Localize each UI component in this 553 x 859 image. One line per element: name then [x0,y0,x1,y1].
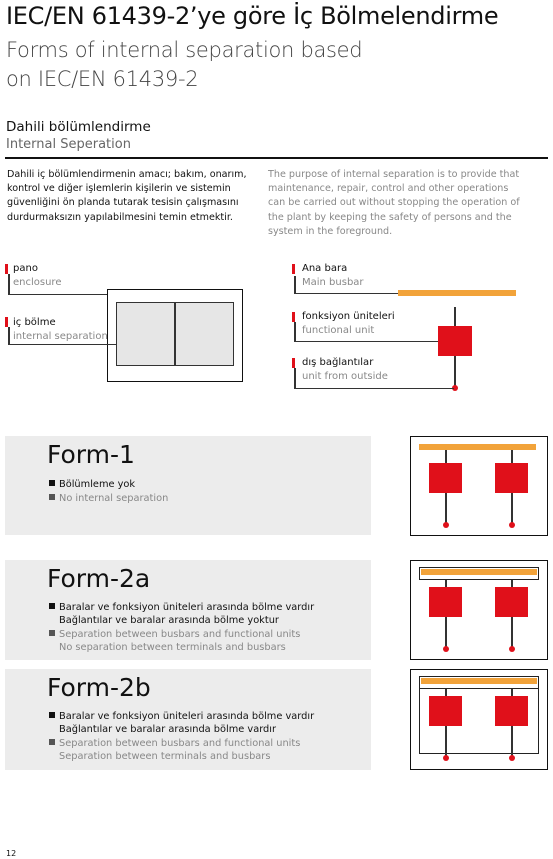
form-2a-bullet-tr-2: Bağlantılar ve baralar arasında bölme yoktur [59,615,279,626]
subtitle-line-2: on IEC/EN 61439-2 [6,67,199,91]
legend-leader-busbar-v [294,276,296,293]
legend-functional-en: functional unit [302,325,375,336]
paragraph-tr: Dahili iç bölümlendirmenin amacı; bakım, onarım, kontrol ve diğer işlemlerin kişilerin ve sistemin güvenliğini ön planda tutarak tesisin çalışmasını durdurmaksızın yapılabilmesini temin etmektir. [7,169,247,223]
page-subtitle [6,36,362,94]
form-2b-bullet-tr-2: Bağlantılar ve baralar arasında bölme vardır [59,724,277,735]
busbar-illustration [398,290,516,296]
bullet-square [49,603,55,609]
bullet-square [49,494,55,500]
form-1-bullet-en-text: No internal separation [59,493,169,504]
form-2a-bullet-tr-1-text: Baralar ve fonksiyon üniteleri arasında bölme vardır [59,602,315,613]
legend-separation-en: internal separation [13,331,108,342]
legend-leader-external-v [294,368,296,388]
legend-leader-busbar-h [294,293,398,294]
form-1-bullet-tr-text: Bölümleme yok [59,479,136,490]
section-heading-en: Internal Seperation [6,137,131,152]
legend-separation-tr: iç bölme [13,317,56,328]
form-2a-unit-right [495,587,528,617]
legend-leader-separation-v [8,327,10,344]
legend-enclosure-tr: pano [13,263,38,274]
form-2a-busbar [421,569,537,575]
paragraph-en: The purpose of internal separation is to provide that maintenance, repair, control and other operations can be carried out without stopping the operation of the plant by keeping the safety of persons and the system in the foreground. [268,169,520,237]
form-2b-terminal-left [443,755,449,761]
legend-leader-enclosure-v [8,274,10,294]
legend-marker-external [292,358,295,368]
legend-marker-enclosure [5,264,8,274]
compartment-right [175,302,234,366]
legend-functional-tr: fonksiyon üniteleri [302,311,395,322]
form-1-unit-left [429,463,462,493]
form-1-terminal-right [509,522,515,528]
compartment-left [116,302,175,366]
form-1-bullet-tr [49,478,135,492]
form-2a-bullet-en-2: No separation between terminals and busbars [59,642,286,653]
form-2b-bullet-tr-1 [49,710,314,724]
form-1-bullet-en [49,492,168,506]
legend-external-tr: dış bağlantılar [302,357,374,368]
bullet-square [49,630,55,636]
form-2b-title: Form-2b [47,673,151,702]
legend-marker-functional [292,312,295,322]
bullet-square [49,739,55,745]
form-1-diagram [410,436,548,536]
legend-leader-enclosure-h [8,294,108,295]
form-1-busbar [419,444,536,450]
form-2b-busbar [421,678,537,684]
legend-leader-functional-h [294,341,438,342]
form-2b-unit-right [495,696,528,726]
form-2b-bullet-en-1-text: Separation between busbars and functional units [59,738,301,749]
page-title: IEC/EN 61439-2’ye göre İç Bölmelendirme [6,2,499,30]
form-2b-bullet-en-1 [49,737,300,751]
form-2b-panel [5,669,371,770]
functional-unit-illustration [438,326,472,356]
form-2b-terminal-right [509,755,515,761]
page-number: 12 [6,849,17,858]
form-2a-bullet-en-1-text: Separation between busbars and functional units [59,629,301,640]
form-2b-bullet-tr-1-text: Baralar ve fonksiyon üniteleri arasında bölme vardır [59,711,315,722]
legend-marker-separation [5,317,8,327]
legend-leader-external-h [294,388,454,389]
form-1-terminal-left [443,522,449,528]
form-2b-bullet-en-2: Separation between terminals and busbars [59,751,271,762]
form-2a-unit-left [429,587,462,617]
bullet-square [49,712,55,718]
section-heading-tr: Dahili bölümlendirme [6,119,151,135]
form-2a-terminal-left [443,646,449,652]
form-1-title: Form-1 [47,440,135,469]
legend-marker-busbar [292,264,295,274]
form-2a-bullet-en-1 [49,628,300,642]
form-2a-diagram [410,560,548,660]
legend-busbar-tr: Ana bara [302,263,348,274]
subtitle-line-1: Forms of internal separation based [6,38,363,62]
legend-leader-separation-h [8,344,116,345]
form-2a-bullet-tr-1 [49,601,314,615]
form-2a-panel [5,560,371,660]
form-2b-unit-left [429,696,462,726]
form-1-panel [5,436,371,535]
form-2a-title: Form-2a [47,564,151,593]
form-2b-diagram [410,669,548,770]
form-1-unit-right [495,463,528,493]
legend-external-en: unit from outside [302,371,388,382]
form-2a-terminal-right [509,646,515,652]
section-divider [5,157,548,159]
legend-busbar-en: Main busbar [302,277,364,288]
bullet-square [49,480,55,486]
legend-leader-functional-v [294,322,296,341]
legend-enclosure-en: enclosure [13,277,62,288]
